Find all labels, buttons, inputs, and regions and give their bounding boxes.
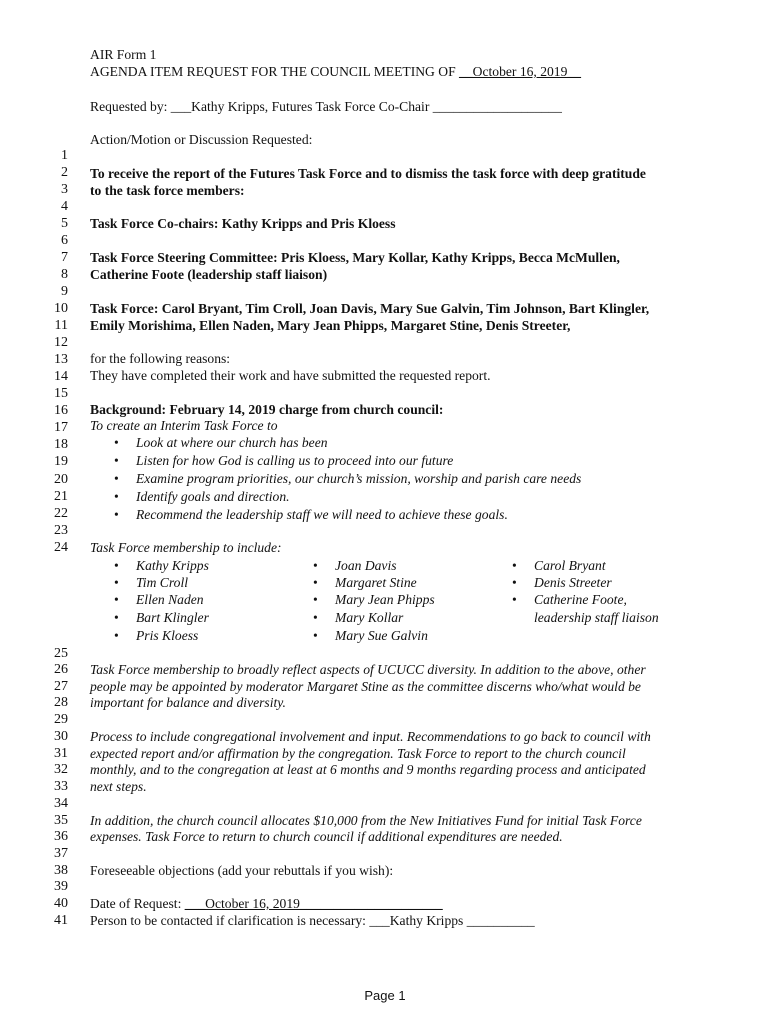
member-col3-item: • Carol Bryant (512, 558, 606, 573)
action-label: Action/Motion or Discussion Requested: (90, 132, 313, 147)
line-number: 29 (54, 712, 68, 727)
line-number: 37 (54, 846, 68, 861)
reasons-label: for the following reasons: (90, 351, 231, 366)
background-intro: To create an Interim Task Force to (90, 418, 278, 433)
steering-committee-line-1: Task Force Steering Committee: Pris Kloess, Mary Kollar, Kathy Kripps, Becca McMullen, (90, 250, 620, 265)
member-col1-item: • Pris Kloess (114, 628, 199, 643)
line-number: 27 (54, 679, 68, 694)
bullet-icon: • (313, 592, 318, 607)
member-col1-item: • Tim Croll (114, 575, 189, 590)
bullet-icon: • (114, 435, 119, 450)
line-number: 30 (54, 729, 68, 744)
bullet-icon: • (114, 471, 119, 486)
bullet-icon: • (512, 592, 517, 607)
bullet-icon: • (114, 610, 119, 625)
background-bullet: • Identify goals and direction. (114, 489, 290, 504)
form-title: AIR Form 1 (90, 47, 157, 62)
contact-person: Person to be contacted if clarification is necessary: ___Kathy Kripps __________ (90, 913, 535, 928)
line-number: 31 (54, 746, 68, 761)
bullet-icon: • (114, 507, 119, 522)
line-number: 4 (61, 199, 68, 214)
task-force-line-2: Emily Morishima, Ellen Naden, Mary Jean Phipps, Margaret Stine, Denis Streeter, (90, 318, 571, 333)
line-number: 26 (54, 662, 68, 677)
bullet-icon: • (313, 558, 318, 573)
motion-line-2: to the task force members: (90, 183, 245, 198)
line-number: 41 (54, 913, 68, 928)
process-line: expected report and/or affirmation by the congregation. Task Force to report to the church council (90, 746, 626, 761)
bullet-icon: • (313, 628, 318, 643)
line-number: 39 (54, 879, 68, 894)
line-number: 3 (61, 182, 68, 197)
line-number: 28 (54, 695, 68, 710)
line-number: 9 (61, 284, 68, 299)
background-heading: Background: February 14, 2019 charge from church council: (90, 402, 444, 417)
agenda-prefix: AGENDA ITEM REQUEST FOR THE COUNCIL MEETING OF (90, 64, 460, 79)
date-of-request (90, 895, 443, 912)
bullet-icon: • (114, 592, 119, 607)
bullet-icon: • (114, 489, 119, 504)
diversity-line: important for balance and diversity. (90, 695, 286, 710)
member-col3-continuation: leadership staff liaison (534, 610, 659, 625)
line-number: 20 (54, 472, 68, 487)
line-number: 19 (54, 454, 68, 469)
member-col1-item: • Ellen Naden (114, 592, 204, 607)
line-number: 34 (54, 796, 68, 811)
line-number: 1 (61, 148, 68, 163)
line-number: 14 (54, 369, 68, 384)
line-number: 36 (54, 829, 68, 844)
line-number: 8 (61, 267, 68, 282)
bullet-icon: • (114, 558, 119, 573)
objections-label: Foreseeable objections (add your rebuttals if you wish): (90, 863, 394, 878)
task-force-cochairs: Task Force Co-chairs: Kathy Kripps and Pris Kloess (90, 216, 396, 231)
line-number: 6 (61, 233, 68, 248)
member-col2-item: • Mary Kollar (313, 610, 404, 625)
agenda-request-line (90, 63, 581, 80)
line-number: 17 (54, 420, 68, 435)
diversity-line: people may be appointed by moderator Margaret Stine as the committee discerns who/what would be (90, 679, 641, 694)
line-number: 35 (54, 813, 68, 828)
bullet-icon: • (313, 610, 318, 625)
line-number: 7 (61, 250, 68, 265)
line-number: 23 (54, 523, 68, 538)
line-number: 15 (54, 386, 68, 401)
member-col2-item: • Margaret Stine (313, 575, 417, 590)
bullet-icon: • (114, 575, 119, 590)
line-number: 12 (54, 335, 68, 350)
line-number: 10 (54, 301, 68, 316)
steering-committee-line-2: Catherine Foote (leadership staff liaison) (90, 267, 328, 282)
bullet-icon: • (114, 453, 119, 468)
line-number: 2 (61, 165, 68, 180)
membership-intro: Task Force membership to include: (90, 540, 282, 555)
background-bullet: • Look at where our church has been (114, 435, 328, 450)
line-number: 25 (54, 646, 68, 661)
line-number: 40 (54, 896, 68, 911)
line-number: 32 (54, 762, 68, 777)
member-col3-item: • Catherine Foote, (512, 592, 627, 607)
line-number: 5 (61, 216, 68, 231)
member-col2-item: • Mary Jean Phipps (313, 592, 435, 607)
member-col1-item: • Bart Klingler (114, 610, 209, 625)
line-number: 38 (54, 863, 68, 878)
member-col1-item: • Kathy Kripps (114, 558, 209, 573)
line-number: 21 (54, 489, 68, 504)
background-bullet: • Examine program priorities, our church’s mission, worship and parish care needs (114, 471, 582, 486)
reasons-text: They have completed their work and have submitted the requested report. (90, 368, 491, 383)
bullet-icon: • (512, 575, 517, 590)
member-col2-item: • Joan Davis (313, 558, 397, 573)
bullet-icon: • (512, 558, 517, 573)
line-number: 33 (54, 779, 68, 794)
line-number: 16 (54, 403, 68, 418)
process-line: monthly, and to the congregation at least at 6 months and 9 months regarding process and anticipated (90, 762, 646, 777)
agenda-date: __October 16, 2019__ (459, 64, 581, 79)
requested-by: Requested by: ___Kathy Kripps, Futures Task Force Co-Chair ___________________ (90, 99, 562, 114)
line-number: 18 (54, 437, 68, 452)
date-value: ___October 16, 2019_____________________ (184, 896, 443, 911)
motion-line-1: To receive the report of the Futures Task Force and to dismiss the task force with deep gratitude (90, 166, 646, 181)
bullet-icon: • (313, 575, 318, 590)
line-number: 22 (54, 506, 68, 521)
background-bullet: • Recommend the leadership staff we will need to achieve these goals. (114, 507, 508, 522)
funding-line: expenses. Task Force to return to church council if additional expenditures are needed. (90, 829, 563, 844)
diversity-line: Task Force membership to broadly reflect aspects of UCUCC diversity. In addition to the above, other (90, 662, 646, 677)
member-col2-item: • Mary Sue Galvin (313, 628, 428, 643)
process-line: Process to include congregational involvement and input. Recommendations to go back to council with (90, 729, 651, 744)
bullet-icon: • (114, 628, 119, 643)
line-number: 11 (54, 318, 68, 333)
line-number: 24 (54, 540, 68, 555)
page-number: Page 1 (364, 988, 406, 1003)
process-line: next steps. (90, 779, 147, 794)
line-number: 13 (54, 352, 68, 367)
member-col3-item: • Denis Streeter (512, 575, 612, 590)
date-label: Date of Request: (90, 896, 185, 911)
funding-line: In addition, the church council allocates $10,000 from the New Initiatives Fund for initial Task Force (90, 813, 642, 828)
background-bullet: • Listen for how God is calling us to proceed into our future (114, 453, 454, 468)
task-force-line-1: Task Force: Carol Bryant, Tim Croll, Joan Davis, Mary Sue Galvin, Tim Johnson, Bart Klingler, (90, 301, 650, 316)
